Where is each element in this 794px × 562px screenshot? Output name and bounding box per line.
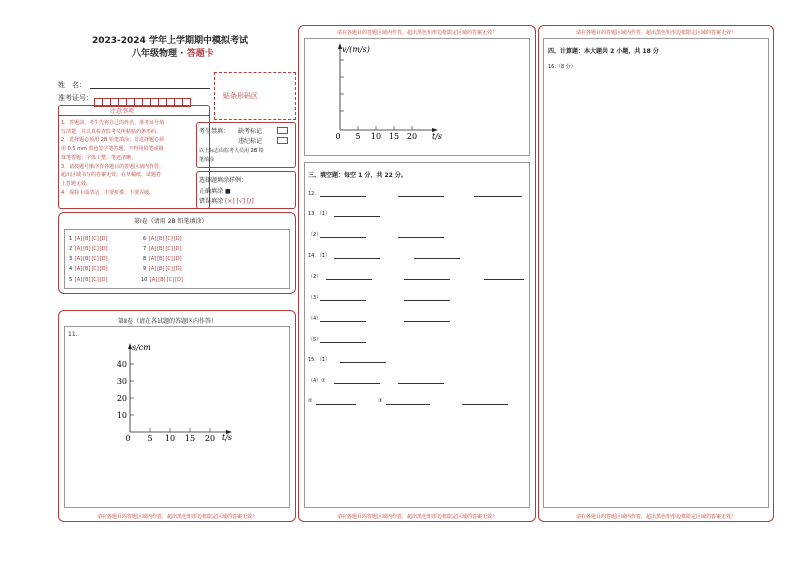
q14-2-label: （2） [308,274,322,280]
q14-1-label: 14．（1） [308,253,331,259]
x-tick-label: 10 [164,434,176,443]
mc-question[interactable]: 5 [A][B][C][D] [69,277,108,283]
blank-line[interactable] [320,300,366,301]
x-tick-label: 15 [388,132,400,141]
warning-mid-bottom: 请在各题目的答题区域内作答，超出黑色矩形边框限定区域的答案无效！ [336,514,497,520]
blank-line[interactable] [398,237,444,238]
q11-number: 11. [68,331,78,338]
mc-question[interactable]: 7 [A][B][C][D] [143,246,182,252]
status-note-b: 笔填涂 [199,157,215,163]
y-tick-label: 20 [116,394,127,403]
warning-mid-top: 请在各题目的答题区域内作答，超出黑色矩形边框限定区域的答案无效！ [336,30,497,36]
blank-line[interactable] [316,404,356,405]
absent-label: 缺考标记 [238,128,263,135]
blank-line[interactable] [474,196,522,197]
exam-subtitle: 八年级物理 · 答题卡 [132,49,214,59]
y-tick-label: 10 [116,411,127,420]
notice-list: 1．答题前，考生先将自己的姓名，准考证号填 写清楚，并认真检查监考员所粘贴的条形码。 2．选择题必须用 2B 铅笔填涂；非选择题必须 用 0.5 mm 黑色签字笔答题，不得用铅笔或圆 珠笔答题；字体工整、笔迹清晰。 3．请按题号顺序在各题目的答题区域内作答， 超出区域书写的答案无效；在草稿纸、试题卷 上答题无效。 4．保持卡面清洁，不要折叠、不要弄破。 [61,120,165,196]
x-tick-label: 10 [370,132,382,141]
exam-title: 2023-2024 学年上学期期中模拟考试 [92,36,248,46]
blank-line[interactable] [334,216,380,217]
subject-label: 八年级物理 [132,49,178,59]
x-tick-label: 20 [406,132,418,141]
blank-line[interactable] [398,383,444,384]
q14-3-label: （3） [308,295,322,301]
q14-4-label: （4） [308,316,322,322]
fill-blank-area [304,162,530,508]
q12-label: 12． [308,191,320,197]
y-tick-label: 40 [116,360,127,369]
warning-right-top: 请在各题目的答题区域内作答，超出黑色矩形边框限定区域的答案无效！ [575,30,736,36]
x-tick-label: 0 [125,434,131,443]
fill-wrong: 错误填涂 [×] [√] [/] [199,198,254,205]
card-label: 答题卡 [186,49,214,59]
blank-line[interactable] [320,237,366,238]
violation-label: 违纪标记 [238,138,263,145]
section4-heading: 四、计算题：本大题共 2 小题，共 18 分 [548,48,659,55]
blank-line[interactable] [334,383,380,384]
fill-correct: 正确填涂 ■ [199,188,231,195]
blank-line[interactable] [484,279,524,280]
notice-heading: 注意事项 [110,108,135,115]
status-label: 考生禁填： [199,128,230,135]
q15-4-3-label: ③ [378,398,383,404]
q13-2-label: （2） [308,232,322,238]
blank-line[interactable] [398,196,444,197]
absent-checkbox[interactable] [277,127,288,134]
blank-line[interactable] [404,300,450,301]
name-field[interactable] [90,88,210,89]
blank-line[interactable] [326,279,372,280]
warning-right-bottom: 请在各题目的答题区域内作答，超出黑色矩形边框限定区域的答案无效！ [575,514,736,520]
y-axis-label: s/cm [132,343,151,352]
blank-line[interactable] [462,404,508,405]
blank-line[interactable] [320,196,366,197]
blank-line[interactable] [320,342,366,343]
fill-wrong-marks: [×] [√] [/] [224,198,254,205]
q15-4-2-label: ② [308,398,313,404]
v-t-graph [320,40,450,146]
barcode-label: 贴条形码区 [223,92,258,100]
status-note-a: 以上标志由监考人员用 2B 铅 [199,148,264,154]
name-label: 姓 名： [58,81,86,89]
x-tick-label: 0 [335,132,341,141]
fill-sample-heading: 选择题填涂样例： [199,177,248,184]
q16-label: 16.（8 分） [548,64,576,70]
blank-line[interactable] [340,362,386,363]
mc-question[interactable]: 9 [A][B][C][D] [143,266,182,272]
mc-question[interactable]: 3 [A][B][C][D] [69,256,108,262]
x-tick-label: 5 [147,434,153,443]
mc-question[interactable]: 8 [A][B][C][D] [143,256,182,262]
blank-line[interactable] [320,321,366,322]
exam-number-label: 准考证号： [58,94,93,102]
violation-checkbox[interactable] [277,137,288,144]
mc-question[interactable]: 6 [A][B][C][D] [143,236,182,242]
section3-heading: 三、填空题：每空 1 分，共 22 分。 [308,172,407,179]
q13-1-label: 13．（1） [308,211,331,217]
y-axis-label: v/(m/s) [342,45,370,54]
section2-heading: 第Ⅱ卷（请在各试题的答题区内作答） [118,318,217,325]
q14-5-label: （5） [308,337,322,343]
calc-answer-area[interactable] [543,38,769,508]
x-axis-label: t/s [222,433,233,442]
blank-line[interactable] [334,258,380,259]
x-tick-label: 20 [204,434,216,443]
blank-line[interactable] [404,321,450,322]
x-axis-label: t/s [432,132,443,141]
q15-1-label: 15．（1） [308,357,331,363]
mc-question[interactable]: 1 [A][B][C][D] [69,236,108,242]
s-t-graph [110,340,240,444]
blank-line[interactable] [386,404,430,405]
warning-left: 请在各题目的答题区域内作答，超出黑色矩形边框限定区域的答案无效！ [96,514,257,520]
x-tick-label: 5 [355,132,361,141]
fill-correct-mark: ■ [224,188,231,195]
section1-heading: 第Ⅰ卷（请用 2B 铅笔填涂） [134,218,208,225]
q15-4-label: （4）① [308,378,326,384]
y-tick-label: 30 [116,377,127,386]
x-tick-label: 15 [184,434,196,443]
blank-line[interactable] [414,258,460,259]
mc-question[interactable]: 4 [A][B][C][D] [69,266,108,272]
blank-line[interactable] [404,279,450,280]
mc-question[interactable]: 10 [A][B][C][D] [141,277,183,283]
mc-question[interactable]: 2 [A][B][C][D] [69,246,108,252]
